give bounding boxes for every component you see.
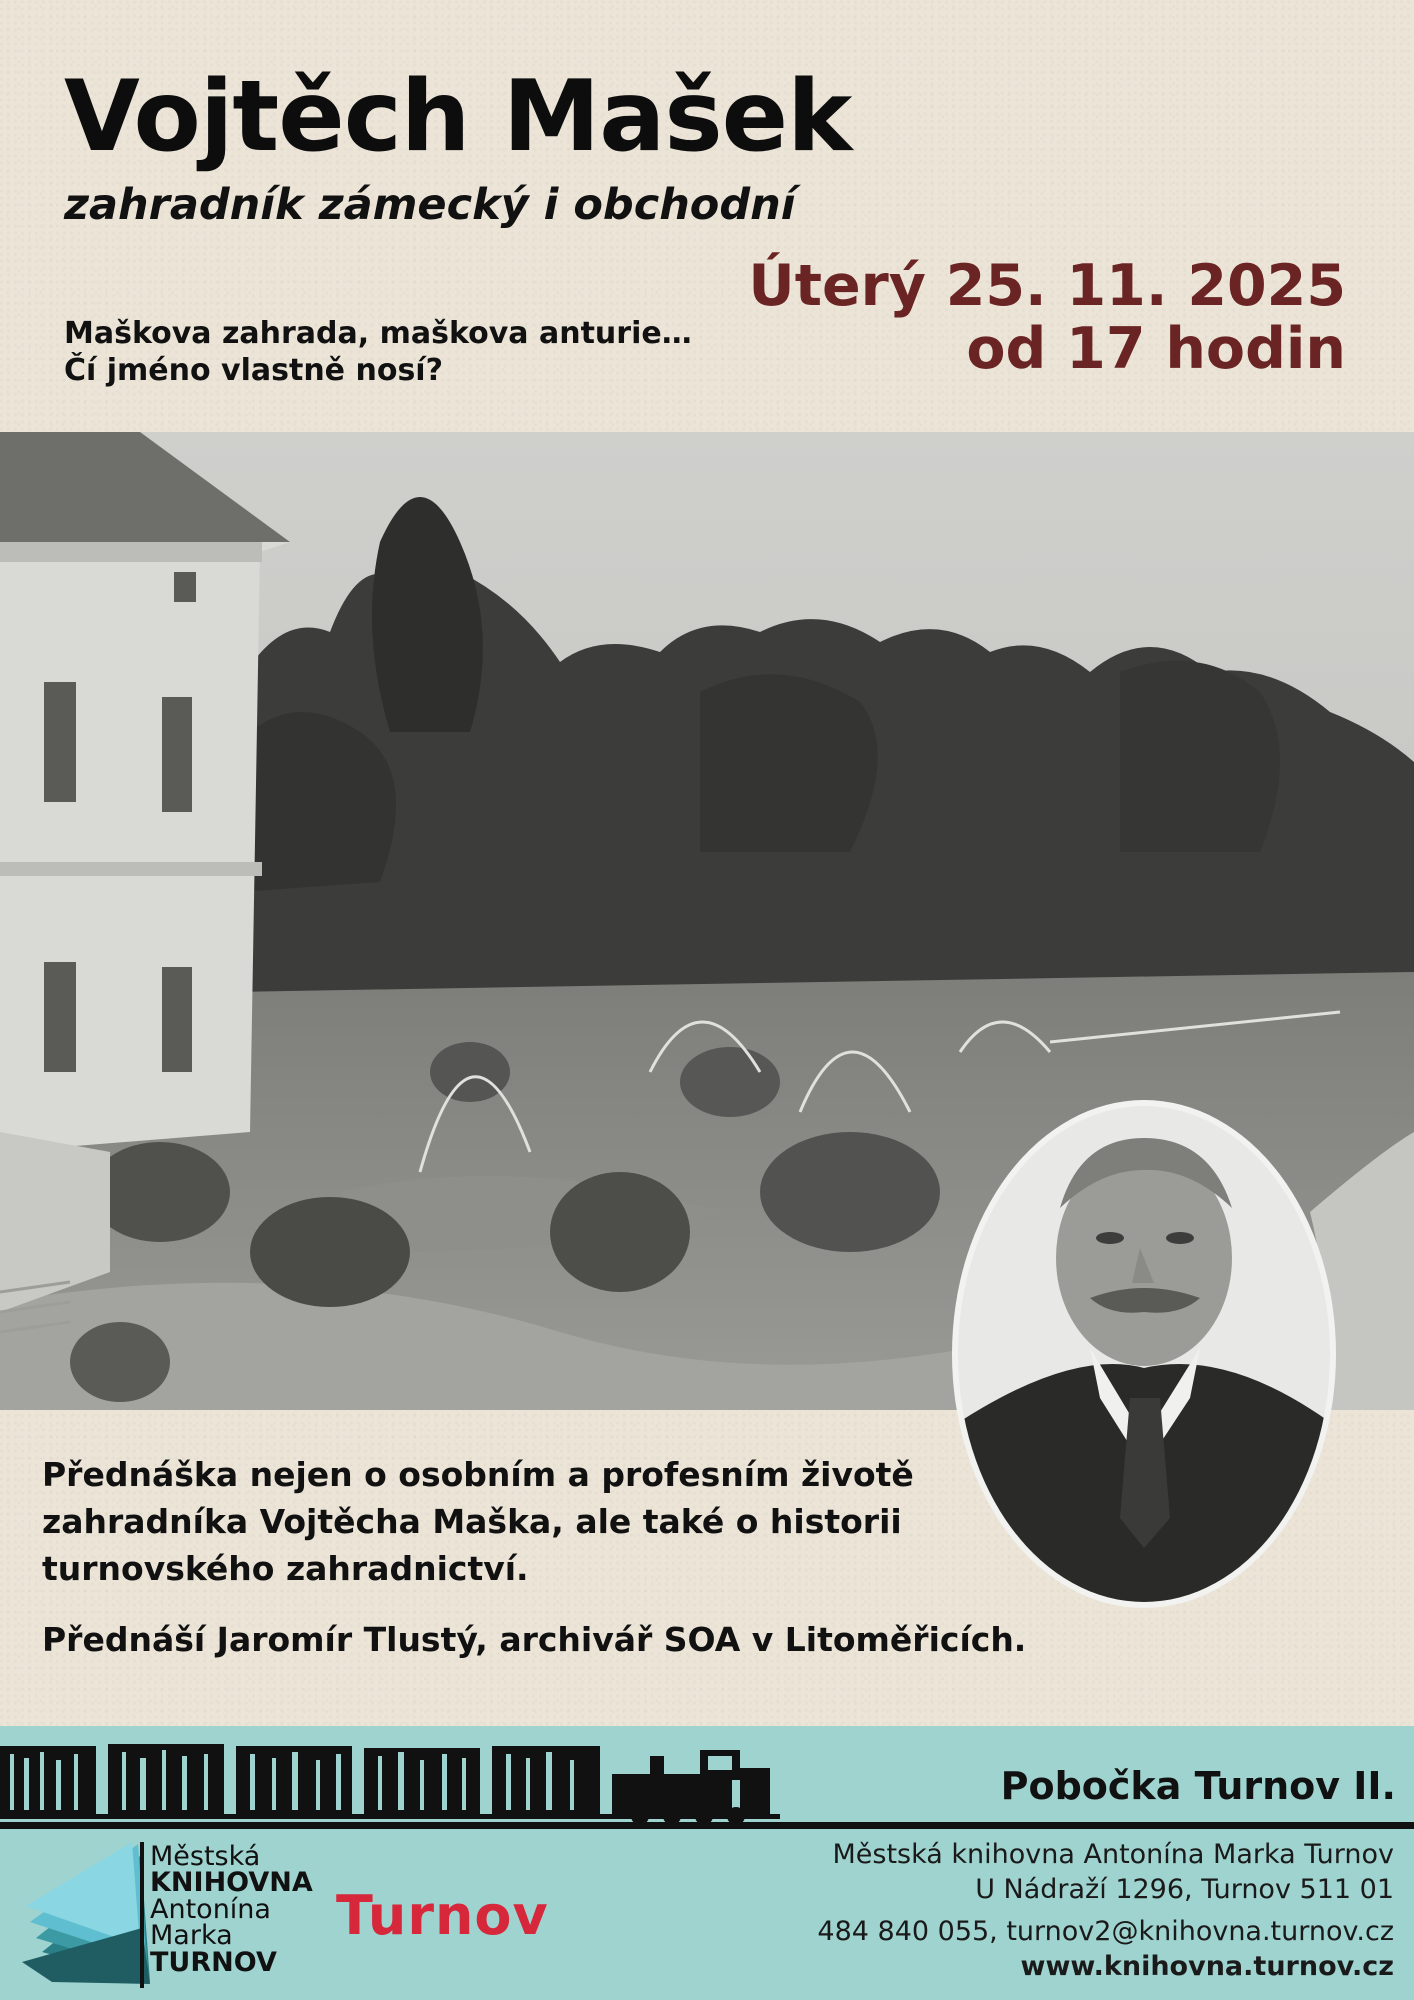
lecturer-line: Přednáší Jaromír Tlustý, archivář SOA v Litoměřicích.: [42, 1620, 1027, 1659]
logo-line-3: Antonína: [150, 1893, 271, 1925]
portrait-photo: [950, 1098, 1338, 1610]
website-link[interactable]: www.knihovna.turnov.cz: [1020, 1950, 1394, 1982]
turnov-city-logo: Turnov: [336, 1884, 549, 1947]
poster-title: Vojtěch Mašek: [64, 60, 852, 174]
description-line-1: Přednáška nejen o osobním a profesním životě: [42, 1455, 914, 1494]
logo-line-2: KNIHOVNA: [150, 1867, 313, 1899]
description-line-2: zahradníka Vojtěcha Maška, ale také o historii: [42, 1501, 902, 1541]
phone-email[interactable]: 484 840 055, turnov2@knihovna.turnov.cz: [817, 1916, 1394, 1947]
lecture-description: [42, 1452, 962, 1593]
address-line-1: Městská knihovna Antonína Marka Turnov: [832, 1839, 1394, 1870]
logo-line-1: Městská: [150, 1841, 261, 1872]
library-address: [832, 1838, 1394, 1907]
library-contact: [817, 1915, 1394, 1984]
logo-line-5: TURNOV: [150, 1946, 277, 1978]
address-line-2: U Nádraží 1296, Turnov 511 01: [975, 1873, 1394, 1905]
event-date-day: Úterý 25. 11. 2025: [748, 253, 1346, 319]
teaser-line-1: Maškova zahrada, maškova anturie…: [64, 316, 692, 351]
teaser-text: [64, 316, 692, 389]
branch-name: Pobočka Turnov II.: [1000, 1764, 1396, 1808]
teaser-line-2: Čí jméno vlastně nosí?: [64, 352, 443, 388]
logo-line-4: Marka: [150, 1920, 233, 1952]
poster-subtitle: zahradník zámecký i obchodní: [64, 180, 796, 230]
description-line-3: turnovského zahradnictví.: [42, 1548, 529, 1588]
footer-divider: [0, 1822, 1414, 1829]
event-date-time: od 17 hodin: [966, 315, 1346, 382]
bookshelf-train-graphic: [0, 1736, 790, 1826]
event-date: [748, 255, 1346, 380]
library-logo-text: [150, 1841, 313, 1978]
